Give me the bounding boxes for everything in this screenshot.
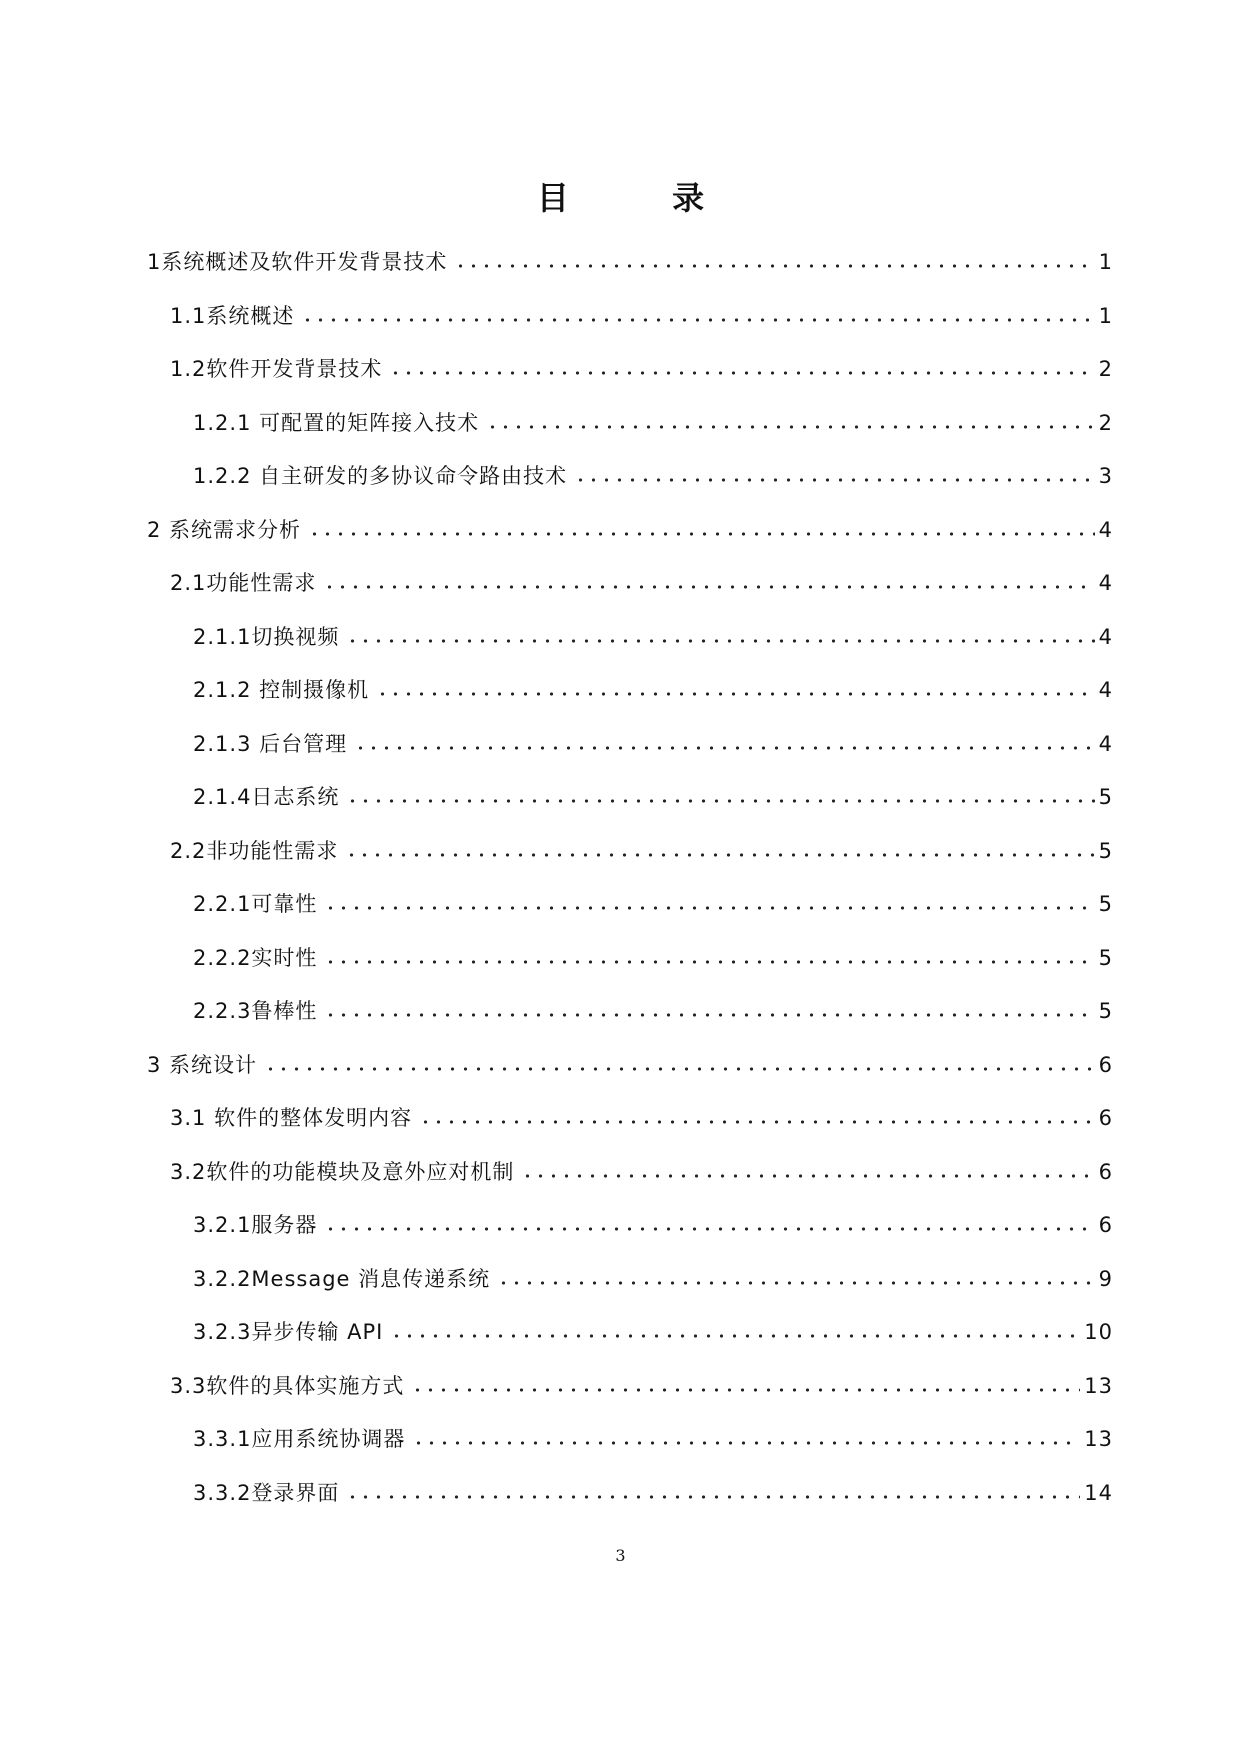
toc-entry-page: 2	[1098, 357, 1113, 381]
dot-leader	[346, 798, 1094, 804]
dot-leader	[454, 263, 1094, 269]
dot-leader	[346, 1494, 1080, 1500]
toc-entry[interactable]	[0, 1365, 1241, 1419]
dot-leader	[324, 959, 1094, 965]
toc-entry[interactable]	[0, 723, 1241, 777]
toc-entry-title: 2.1.3 后台管理	[193, 731, 348, 756]
toc-entry-title: 2.2.1可靠性	[193, 892, 318, 916]
dot-leader	[346, 638, 1094, 644]
toc-entry-page: 4	[1098, 678, 1113, 702]
toc-entry-page: 6	[1098, 1106, 1113, 1130]
toc-entry-page: 4	[1098, 624, 1113, 649]
dot-leader	[308, 531, 1095, 537]
toc-entry-title: 2.2.3鲁棒性	[193, 999, 318, 1023]
toc-entry-page: 13	[1084, 1373, 1113, 1398]
toc-entry[interactable]	[0, 295, 1241, 349]
toc-entry-page: 6	[1098, 1159, 1113, 1184]
toc-entry[interactable]	[0, 883, 1241, 937]
toc-entry-page: 4	[1098, 571, 1113, 595]
toc-entry-title: 3.3软件的具体实施方式	[170, 1373, 405, 1398]
toc-entry-page: 1	[1098, 250, 1113, 274]
toc-entry-page: 5	[1098, 945, 1113, 970]
toc-entry[interactable]	[0, 1204, 1241, 1258]
toc-entry[interactable]	[0, 776, 1241, 830]
toc-entry-title: 1.2.2 自主研发的多协议命令路由技术	[193, 464, 568, 488]
toc-entry-title: 1.2软件开发背景技术	[170, 357, 383, 381]
toc-entry-page: 5	[1098, 999, 1113, 1023]
toc-entry-title: 2.2非功能性需求	[170, 838, 339, 863]
toc-entry-page: 6	[1098, 1052, 1113, 1077]
dot-leader	[574, 477, 1095, 483]
toc-entry[interactable]	[0, 1151, 1241, 1205]
dot-leader	[497, 1280, 1094, 1286]
toc-entry-page: 13	[1084, 1427, 1113, 1451]
toc-entry-title: 2.1.2 控制摄像机	[193, 678, 370, 702]
toc-entry-title: 3.2软件的功能模块及意外应对机制	[170, 1159, 515, 1184]
toc-entry-title: 2.1.1切换视频	[193, 624, 340, 649]
toc-entry-title: 2 系统需求分析	[147, 517, 302, 542]
toc-entry-page: 1	[1098, 303, 1113, 328]
dot-leader	[264, 1066, 1095, 1072]
dot-leader	[324, 1226, 1094, 1232]
dot-leader	[419, 1119, 1095, 1125]
toc-entry[interactable]	[0, 1097, 1241, 1151]
toc-entry-title: 3.3.1应用系统协调器	[193, 1427, 406, 1451]
toc-entry[interactable]	[0, 990, 1241, 1044]
dot-leader	[411, 1387, 1080, 1393]
toc-entry[interactable]	[0, 509, 1241, 563]
toc-entry-page: 5	[1098, 785, 1113, 809]
toc-entry-title: 3.2.1服务器	[193, 1213, 318, 1237]
page-number: 3	[615, 1546, 626, 1565]
toc-entry-page: 4	[1098, 517, 1113, 542]
toc-entry-title: 1.2.1 可配置的矩阵接入技术	[193, 410, 480, 435]
toc-entry[interactable]	[0, 348, 1241, 402]
toc-entry[interactable]	[0, 669, 1241, 723]
toc-entry[interactable]	[0, 1472, 1241, 1526]
dot-leader	[390, 1333, 1080, 1339]
toc-entry[interactable]	[0, 937, 1241, 991]
toc-entry[interactable]	[0, 1418, 1241, 1472]
toc-entry-page: 5	[1098, 892, 1113, 916]
toc-entry[interactable]	[0, 1311, 1241, 1365]
dot-leader	[323, 584, 1094, 590]
dot-leader	[376, 691, 1095, 697]
dot-leader	[345, 852, 1094, 858]
dot-leader	[354, 745, 1095, 751]
dot-leader	[324, 1012, 1094, 1018]
toc-entry-page: 4	[1098, 731, 1113, 756]
page-title: 目 录	[536, 179, 751, 217]
toc-entry[interactable]	[0, 241, 1241, 295]
table-of-contents	[0, 241, 1241, 1525]
toc-entry-title: 3.3.2登录界面	[193, 1480, 340, 1505]
toc-entry-page: 3	[1098, 464, 1113, 488]
dot-leader	[324, 905, 1094, 911]
toc-entry-title: 1.1系统概述	[170, 303, 295, 328]
dot-leader	[412, 1440, 1080, 1446]
toc-entry-page: 2	[1098, 410, 1113, 435]
toc-entry[interactable]	[0, 1044, 1241, 1098]
toc-entry[interactable]	[0, 830, 1241, 884]
toc-entry-title: 2.2.2实时性	[193, 945, 318, 970]
dot-leader	[521, 1173, 1094, 1179]
toc-entry-page: 10	[1084, 1320, 1113, 1344]
toc-entry-page: 6	[1098, 1213, 1113, 1237]
toc-entry-page: 9	[1098, 1266, 1113, 1291]
toc-entry-title: 3.2.3异步传输 API	[193, 1320, 384, 1344]
toc-entry[interactable]	[0, 1258, 1241, 1312]
dot-leader	[389, 370, 1094, 376]
toc-entry-title: 3.2.2Message 消息传递系统	[193, 1266, 491, 1291]
toc-entry-page: 14	[1084, 1480, 1113, 1505]
dot-leader	[486, 424, 1095, 430]
dot-leader	[301, 317, 1094, 323]
toc-entry[interactable]	[0, 402, 1241, 456]
toc-entry-page: 5	[1098, 838, 1113, 863]
toc-entry-title: 3 系统设计	[147, 1052, 258, 1077]
toc-entry-title: 3.1 软件的整体发明内容	[170, 1106, 413, 1130]
toc-entry-title: 2.1.4日志系统	[193, 785, 340, 809]
toc-entry-title: 2.1功能性需求	[170, 571, 317, 595]
toc-entry[interactable]	[0, 455, 1241, 509]
toc-entry[interactable]	[0, 562, 1241, 616]
toc-entry[interactable]	[0, 616, 1241, 670]
toc-entry-title: 1系统概述及软件开发背景技术	[147, 250, 448, 274]
